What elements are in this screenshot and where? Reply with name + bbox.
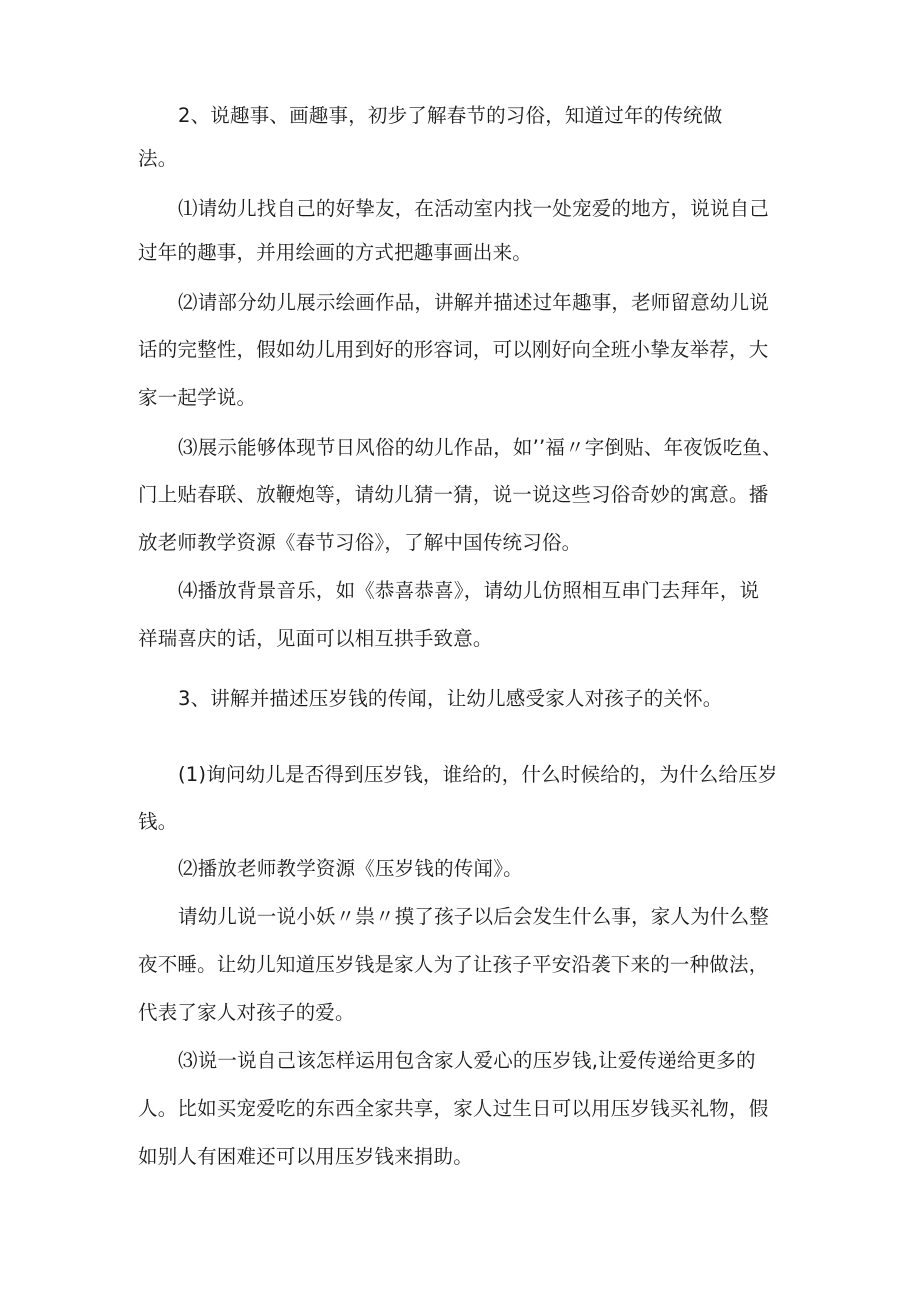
paragraph-8-line-1: ⑵播放老师教学资源《压岁钱的传闻》。 [178,857,523,880]
paragraph-3-line-1: ⑵请部分幼儿展示绘画作品，讲解并描述过年趣事，老师留意幼儿说 [178,291,770,314]
paragraph-3-line-3: 家一起学说。 [138,386,257,409]
paragraph-4-line-2: 门上贴春联、放鞭炮等，请幼儿猜一猜，说一说这些习俗奇妙的寓意。播 [138,483,769,506]
paragraph-10-line-3: 如别人有困难还可以用压岁钱来捐助。 [138,1145,473,1168]
paragraph-7-line-1: (1)询问幼儿是否得到压岁钱，谁给的，什么时候给的，为什么给压岁 [178,763,778,786]
paragraph-5-line-2: 祥瑞喜庆的话，见面可以相互拱手致意。 [138,627,493,650]
paragraph-9-line-2: 夜不睡。让幼儿知道压岁钱是家人为了让孩子平安沿袭下来的一种做法， [138,953,769,976]
paragraph-1-line-2: 法。 [138,147,178,170]
paragraph-9-line-3: 代表了家人对孩子的爱。 [138,1001,355,1024]
paragraph-2-line-1: ⑴请幼儿找自己的好挚友，在活动室内找一处宠爱的地方，说说自己 [178,197,770,220]
paragraph-4-line-1: ⑶展示能够体现节日风俗的幼儿作品，如’’福〃字倒贴、年夜饭吃鱼、 [178,436,782,459]
paragraph-3-line-2: 话的完整性，假如幼儿用到好的形容词，可以刚好向全班小挚友举荐，大 [138,338,769,361]
paragraph-7-line-2: 钱。 [138,810,178,833]
paragraph-4-line-3: 放老师教学资源《春节习俗》，了解中国传统习俗。 [138,531,582,554]
paragraph-1-line-1: 2、说趣事、画趣事，初步了解春节的习俗，知道过年的传统做 [178,104,723,127]
paragraph-9-line-1: 请幼儿说一说小妖〃祟〃摸了孩子以后会发生什么事，家人为什么整 [178,905,770,928]
paragraph-10-line-1: ⑶说一说自己该怎样运用包含家人爱心的压岁钱,让爱传递给更多的 [178,1049,756,1072]
paragraph-6-line-1: 3、讲解并描述压岁钱的传闻，让幼儿感受家人对孩子的关怀。 [178,687,723,710]
paragraph-2-line-2: 过年的趣事，并用绘画的方式把趣事画出来。 [138,241,533,264]
paragraph-5-line-1: ⑷播放背景音乐，如《恭喜恭喜》，请幼儿仿照相互串门去拜年，说 [178,579,760,602]
paragraph-10-line-2: 人。比如买宠爱吃的东西全家共享，家人过生日可以用压岁钱买礼物，假 [138,1097,769,1120]
